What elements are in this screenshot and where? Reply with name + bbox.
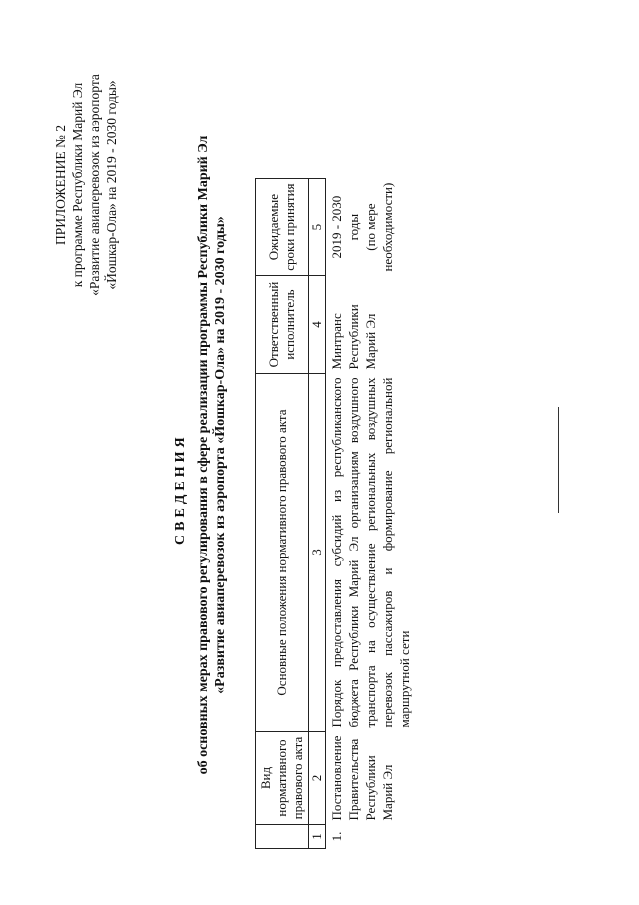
header-cell-provisions: Основные положения нормативного правового акта <box>256 374 309 732</box>
table-header-row <box>256 179 309 849</box>
document-title: СВЕДЕНИЯ <box>173 433 188 545</box>
header-cell-executor: Ответственный исполнитель <box>256 276 309 374</box>
provisions-cell: Порядок предоставления субсидий из республиканского бюджета Республики Марий Эл организациям воздушного транспорта на осуществление региональных воздушных перевозок пассажиров и формирование региональной маршрутной сети <box>329 377 412 728</box>
column-number: 5 <box>309 179 326 276</box>
subtitle-line-2: «Развитие авиаперевозок из аэропорта «Йошкар-Ола» на 2019 - 2030 годы» <box>213 216 228 694</box>
terms-line: 2019 - 2030 <box>329 195 344 259</box>
appendix-header <box>52 35 120 335</box>
column-number: 1 <box>309 825 326 849</box>
terms-line: необходимости) <box>380 182 395 272</box>
column-number: 4 <box>309 276 326 374</box>
column-number: 3 <box>309 374 326 732</box>
measures-table <box>255 178 415 849</box>
appendix-line-1: ПРИЛОЖЕНИЕ № 2 <box>53 124 68 246</box>
terms-line: годы <box>346 213 361 241</box>
terms-line: (по мере <box>363 203 378 251</box>
header-cell-index <box>256 825 309 849</box>
executor-cell: Минтранс Республики Марий Эл <box>329 304 378 370</box>
table-row <box>326 179 416 849</box>
header-cell-act-type: Вид нормативного правового акта <box>256 732 309 825</box>
document-subtitle <box>195 75 229 835</box>
appendix-line-3: «Развитие авиаперевозок из аэропорта <box>87 74 102 296</box>
terms-cell <box>326 179 416 276</box>
appendix-line-4: «Йошкар-Ола» на 2019 - 2030 годы» <box>104 80 119 290</box>
appendix-line-2: к программе Республики Марий Эл <box>70 82 85 288</box>
column-number-row <box>309 179 326 849</box>
row-number: 1. <box>329 831 344 842</box>
separator-line <box>558 407 559 513</box>
column-number: 2 <box>309 732 326 825</box>
subtitle-line-1: об основных мерах правового регулирования в сфере реализации программы Республики Марий Эл <box>196 135 211 775</box>
act-type-cell: Постановление Правительства Республики Марий Эл <box>329 735 395 821</box>
header-cell-terms: Ожидаемые сроки принятия <box>256 179 309 276</box>
